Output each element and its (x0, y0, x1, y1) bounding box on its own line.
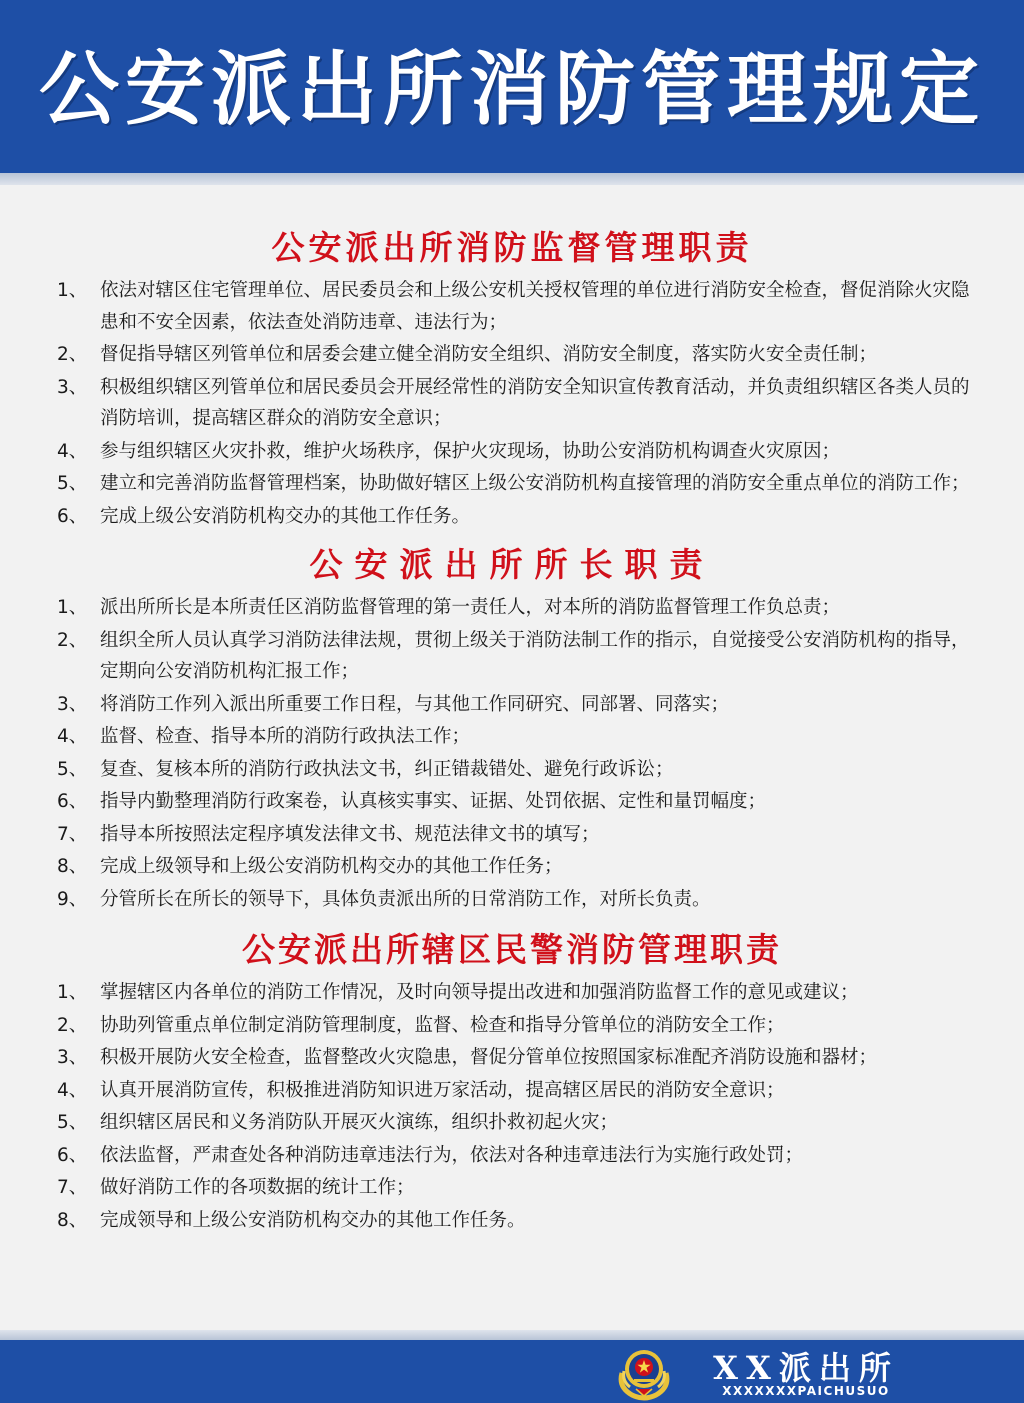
list-item (0, 501, 1024, 533)
list-item (0, 275, 1024, 338)
item-text: 督促指导辖区列管单位和居委会建立健全消防安全组织、消防安全制度，落实防火安全责任制； (100, 344, 878, 365)
item-text: 参与组织辖区火灾扑救，维护火场秩序，保护火灾现场，协助公安消防机构调查火灾原因； (100, 440, 841, 462)
item-number: 7、 (57, 1177, 88, 1198)
list-item (0, 884, 1024, 916)
item-text: 复查、复核本所的消防行政执法文书，纠正错裁错处、避免行政诉讼； (100, 758, 674, 780)
item-number: 1、 (57, 597, 88, 618)
list-item (0, 625, 1024, 688)
item-text: 依法对辖区住宅管理单位、居民委员会和上级公安机关授权管理的单位进行消防安全检查，督促消除火灾隐患和不安全因素，依法查处消防违章、违法行为； (100, 280, 970, 333)
list-item (0, 1107, 1024, 1139)
item-number: 9、 (57, 888, 88, 910)
item-number: 6、 (57, 791, 88, 812)
list-item (0, 339, 1024, 371)
list-item (0, 1042, 1024, 1074)
item-number: 6、 (57, 1144, 88, 1166)
section-title: 公安派出所消防监督管理职责 (271, 228, 753, 267)
item-number: 4、 (57, 440, 88, 462)
item-text: 完成上级领导和上级公安消防机构交办的其他工作任务； (100, 856, 563, 877)
item-number: 4、 (57, 1079, 88, 1101)
station-pinyin: XXXXXXXPAICHUSUO (722, 1384, 890, 1398)
list-item (0, 436, 1024, 468)
item-number: 5、 (57, 1112, 88, 1133)
footer-divider (0, 1330, 1024, 1340)
list-item (0, 721, 1024, 753)
list-item (0, 372, 1024, 435)
list-item (0, 977, 1024, 1009)
item-number: 3、 (57, 376, 88, 398)
item-number: 4、 (57, 726, 88, 747)
list-item (0, 851, 1024, 883)
item-number: 8、 (57, 1209, 88, 1231)
list-item (0, 1205, 1024, 1237)
item-text: 建立和完善消防监督管理档案，协助做好辖区上级公安消防机构直接管理的消防安全重点单位的消防工作； (100, 473, 970, 494)
item-number: 5、 (57, 473, 88, 494)
section-supervision-duties (0, 225, 1024, 532)
section-title: 公安派出所辖区民警消防管理职责 (242, 930, 782, 969)
item-text: 认真开展消防宣传，积极推进消防知识进万家活动，提高辖区居民的消防安全意识； (100, 1079, 785, 1101)
duty-list (0, 977, 1024, 1236)
item-text: 依法监督，严肃查处各种消防违章违法行为，依法对各种违章违法行为实施行政处罚； (100, 1144, 804, 1166)
list-item (0, 592, 1024, 624)
list-item (0, 786, 1024, 818)
item-number: 1、 (57, 280, 88, 301)
item-number: 8、 (57, 856, 88, 877)
duty-list (0, 275, 1024, 532)
item-text: 做好消防工作的各项数据的统计工作； (100, 1177, 415, 1198)
item-number: 7、 (57, 823, 88, 845)
section-officer-duties (0, 927, 1024, 1236)
item-text: 分管所长在所长的领导下，具体负责派出所的日常消防工作，对所长负责。 (100, 888, 711, 910)
page-title: 公安派出所消防管理规定 (39, 43, 985, 136)
item-text: 完成领导和上级公安消防机构交办的其他工作任务。 (100, 1209, 526, 1231)
police-emblem-icon (614, 1343, 674, 1401)
header-banner (0, 0, 1024, 173)
item-text: 积极开展防火安全检查，监督整改火灾隐患，督促分管单位按照国家标准配齐消防设施和器材； (100, 1047, 878, 1068)
document-body (0, 225, 1024, 1237)
section-director-duties (0, 542, 1024, 915)
item-number: 5、 (57, 758, 88, 780)
item-number: 2、 (57, 629, 88, 651)
station-name: XX派出所 (713, 1349, 899, 1387)
duty-list (0, 592, 1024, 915)
item-text: 组织辖区居民和义务消防队开展灭火演练，组织扑救初起火灾； (100, 1112, 619, 1133)
item-number: 2、 (57, 344, 88, 365)
list-item (0, 819, 1024, 851)
item-text: 派出所所长是本所责任区消防监督管理的第一责任人，对本所的消防监督管理工作负总责； (100, 597, 841, 618)
item-text: 掌握辖区内各单位的消防工作情况，及时向领导提出改进和加强消防监督工作的意见或建议； (100, 982, 859, 1003)
item-text: 组织全所人员认真学习消防法律法规，贯彻上级关于消防法制工作的指示，自觉接受公安消防机构的指导，定期向公安消防机构汇报工作； (100, 629, 970, 682)
list-item (0, 1172, 1024, 1204)
list-item (0, 754, 1024, 786)
item-number: 1、 (57, 982, 88, 1003)
list-item (0, 468, 1024, 500)
item-number: 6、 (57, 505, 88, 527)
item-text: 指导本所按照法定程序填发法律文书、规范法律文书的填写； (100, 823, 600, 845)
item-text: 监督、检查、指导本所的消防行政执法工作； (100, 726, 471, 747)
list-item (0, 689, 1024, 721)
item-text: 将消防工作列入派出所重要工作日程，与其他工作同研究、同部署、同落实； (100, 693, 730, 715)
list-item (0, 1140, 1024, 1172)
item-number: 3、 (57, 1047, 88, 1068)
item-number: 3、 (57, 693, 88, 715)
item-number: 2、 (57, 1014, 88, 1036)
header-divider (0, 173, 1024, 185)
section-title: 公安派出所所长职责 (309, 545, 715, 584)
item-text: 完成上级公安消防机构交办的其他工作任务。 (100, 505, 471, 527)
item-text: 指导内勤整理消防行政案卷，认真核实事实、证据、处罚依据、定性和量罚幅度； (100, 791, 767, 812)
list-item (0, 1010, 1024, 1042)
list-item (0, 1075, 1024, 1107)
item-text: 积极组织辖区列管单位和居民委员会开展经常性的消防安全知识宣传教育活动，并负责组织辖区各类人员的消防培训，提高辖区群众的消防安全意识； (100, 376, 970, 429)
item-text: 协助列管重点单位制定消防管理制度，监督、检查和指导分管单位的消防安全工作； (100, 1014, 785, 1036)
